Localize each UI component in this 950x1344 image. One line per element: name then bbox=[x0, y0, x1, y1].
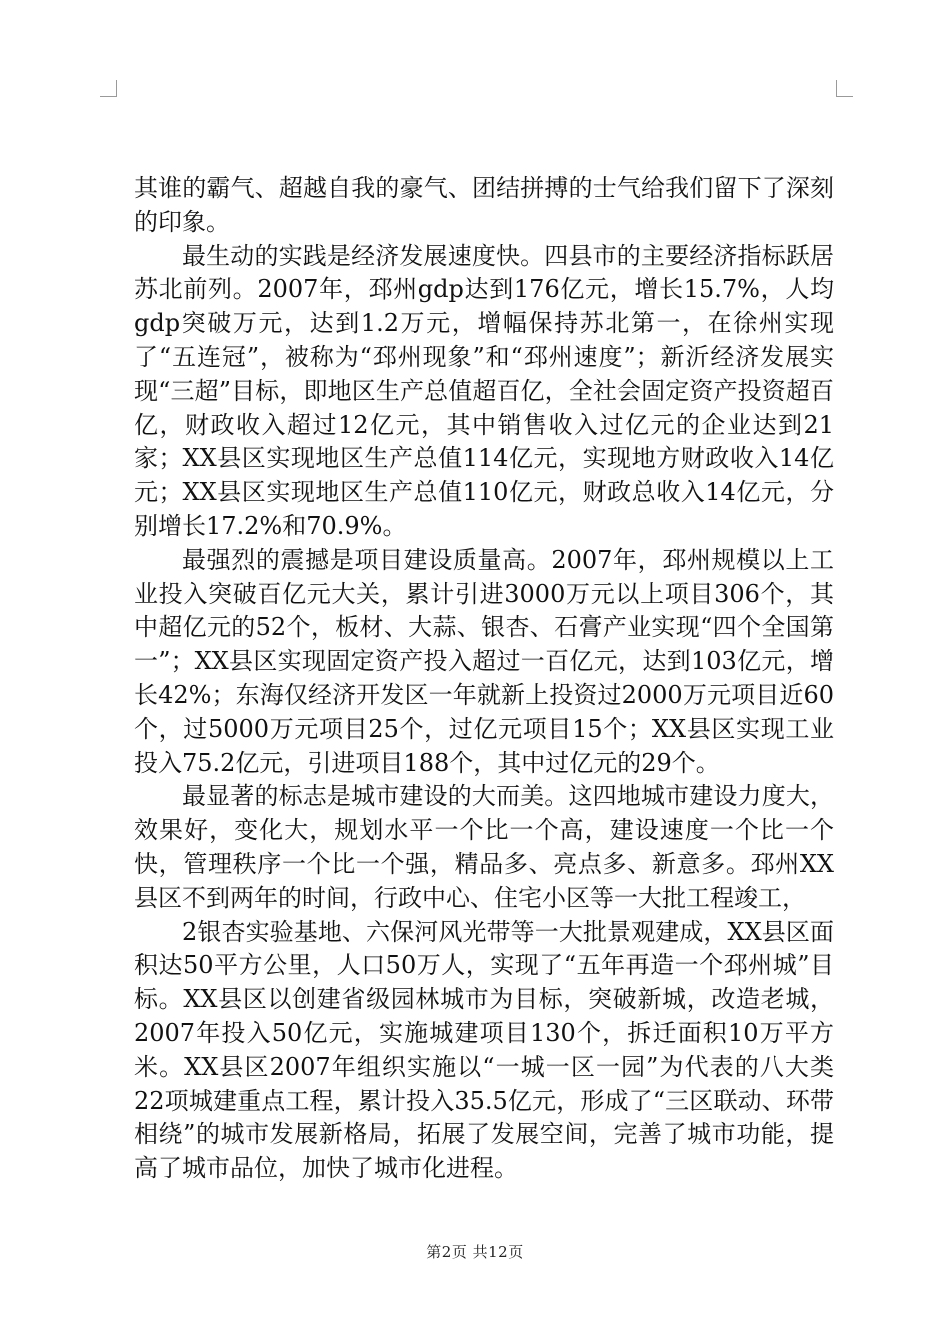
document-body bbox=[134, 172, 834, 1186]
crop-mark-top-right bbox=[836, 80, 853, 97]
page-number-footer: 第2页 共12页 bbox=[426, 1243, 524, 1261]
paragraph-4: 最显著的标志是城市建设的大而美。这四地城市建设力度大，效果好，变化大，规划水平一个比一个高，建设速度一个比一个快，管理秩序一个比一个强，精品多、亮点多、新意多。邳州XX县区不到两年的时间，行政中心、住宅小区等一大批工程竣工， bbox=[134, 782, 834, 912]
paragraph-3: 最强烈的震撼是项目建设质量高。2007年，邳州规模以上工业投入突破百亿元大关，累计引进3000万元以上项目306个，其中超亿元的52个，板材、大蒜、银杏、石膏产业实现“四个全国第一”；XX县区实现固定资产投入超过一百亿元，达到103亿元，增长42%；东海仅经济开发区一年就新上投资过2000万元项目近60个，过5000万元项目25个，过亿元项目15个；XX县区实现工业投入75.2亿元，引进项目188个，其中过亿元的29个。 bbox=[134, 545, 834, 777]
paragraph-2: 最生动的实践是经济发展速度快。四县市的主要经济指标跃居苏北前列。2007年，邳州gdp达到176亿元，增长15.7%，人均gdp突破万元，达到1.2万元，增幅保持苏北第一，在徐州实现了“五连冠”，被称为“邳州现象”和“邳州速度”；新沂经济发展实现“三超”目标，即地区生产总值超百亿，全社会固定资产投资超百亿，财政收入超过12亿元，其中销售收入过亿元的企业达到21家；XX县区实现地区生产总值114亿元，实现地方财政收入14亿元；XX县区实现地区生产总值110亿元，财政总收入14亿元，分别增长17.2%和70.9%。 bbox=[134, 241, 834, 540]
paragraph-1: 其谁的霸气、超越自我的豪气、团结拼搏的士气给我们留下了深刻的印象。 bbox=[134, 174, 834, 236]
crop-mark-top-left bbox=[100, 80, 117, 97]
paragraph-5: 2银杏实验基地、六保河风光带等一大批景观建成，XX县区面积达50平方公里，人口50万人，实现了“五年再造一个邳州城”目标。XX县区以创建省级园林城市为目标，突破新城，改造老城，2007年投入50亿元，实施城建项目130个，拆迁面积10万平方米。XX县区2007年组织实施以“一城一区一园”为代表的八大类22项城建重点工程，累计投入35.5亿元，形成了“三区联动、环带相绕”的城市发展新格局，拓展了发展空间，完善了城市功能，提高了城市品位，加快了城市化进程。 bbox=[134, 917, 834, 1183]
